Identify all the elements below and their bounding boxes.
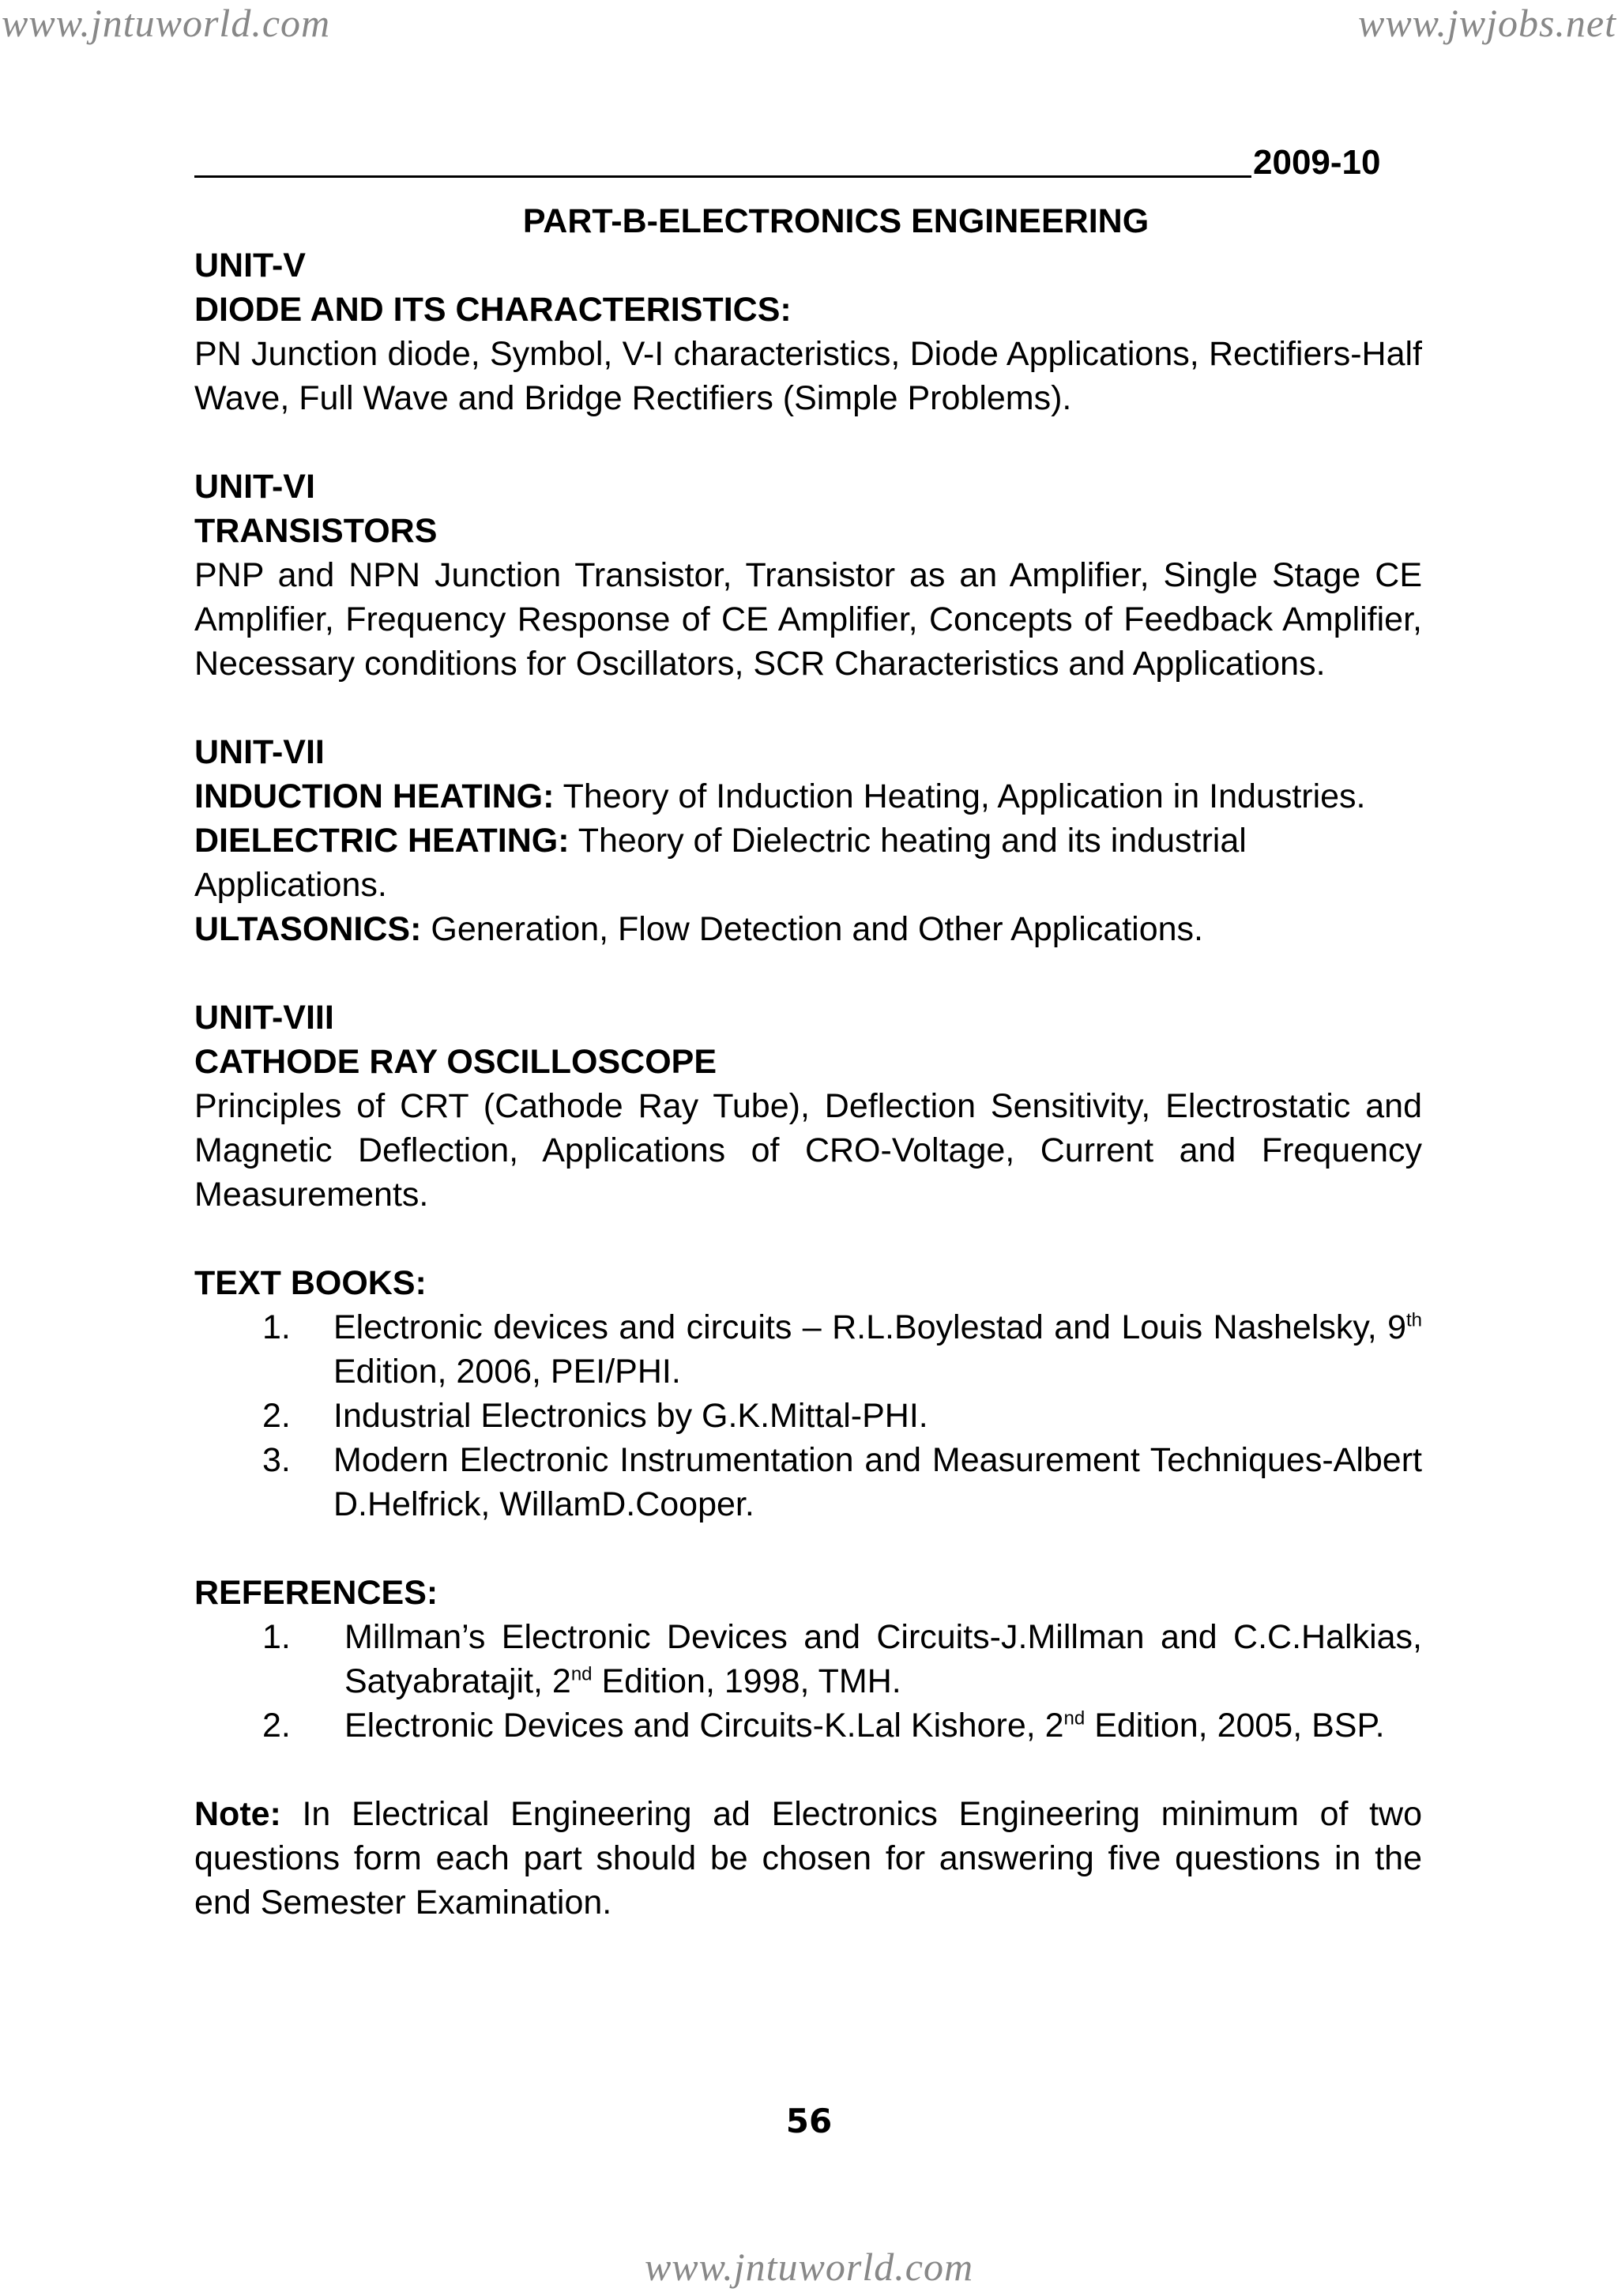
unit-8-heading: CATHODE RAY OSCILLOSCOPE (194, 1043, 717, 1081)
unit-6-section (194, 465, 1422, 686)
ultrasonics-label: ULTASONICS: (194, 910, 422, 948)
superscript: nd (570, 1663, 593, 1685)
unit-5-label: UNIT-V (194, 247, 306, 284)
list-item-number: 1. (262, 1308, 291, 1346)
list-item-number: 2. (262, 1707, 291, 1745)
list-item (194, 1438, 1422, 1526)
list-item-number: 3. (262, 1441, 291, 1479)
list-item-number: 1. (262, 1618, 291, 1656)
list-item (194, 1703, 1422, 1748)
list-item-text: Industrial Electronics by G.K.Mittal-PHI. (333, 1397, 928, 1435)
list-item-text: Edition, 2005, BSP. (1085, 1707, 1385, 1745)
page-title: PART-B-ELECTRONICS ENGINEERING (522, 202, 1150, 240)
references-section (194, 1571, 1422, 1748)
references-list (194, 1615, 1422, 1748)
note-text: In Electrical Engineering ad Electronics Engineering minimum of two questions form each part should be chosen for answering five questions in the end Semester Examination. (194, 1795, 1422, 1921)
unit-5-section (194, 243, 1422, 420)
page-number: 56 (785, 2102, 833, 2140)
references-heading: REFERENCES: (194, 1574, 438, 1612)
list-item-text: Electronic Devices and Circuits-K.Lal Kishore, 2 (344, 1707, 1064, 1745)
list-item (194, 1305, 1422, 1394)
page-header (194, 134, 1422, 185)
unit-6-heading: TRANSISTORS (194, 512, 438, 550)
unit-7-label: UNIT-VII (194, 733, 325, 771)
ultrasonics-line (194, 907, 1422, 951)
page-content (194, 134, 1422, 1925)
header-year: 2009-10 (1253, 143, 1381, 182)
note-paragraph (194, 1792, 1422, 1925)
induction-heating-line (194, 774, 1422, 819)
list-item-text: Millman’s Electronic Devices and Circuits-J.Millman and C.C.Halkias, Satyabratajit, 2 (344, 1618, 1422, 1700)
watermark-top-left: www.jntuworld.com (2, 1, 331, 45)
unit-6-label: UNIT-VI (194, 468, 315, 506)
list-item-text: Modern Electronic Instrumentation and Measurement Techniques-Albert D.Helfrick, WillamD.Cooper. (333, 1441, 1422, 1523)
unit-8-body: Principles of CRT (Cathode Ray Tube), Deflection Sensitivity, Electrostatic and Magnetic Deflection, Applications of CRO-Voltage, Current and Frequency Measurements. (194, 1087, 1422, 1214)
induction-heating-label: INDUCTION HEATING: (194, 777, 555, 815)
superscript: nd (1063, 1707, 1086, 1730)
list-item-number: 2. (262, 1397, 291, 1435)
dielectric-heating-text: Theory of Dielectric heating and its industrial Applications. (194, 822, 1247, 904)
watermark-top-right: www.jwjobs.net (1357, 1, 1616, 45)
unit-5-body: PN Junction diode, Symbol, V-I characteristics, Diode Applications, Rectifiers-Half Wave, Full Wave and Bridge Rectifiers (Simple Problems). (194, 335, 1422, 417)
note-label: Note: (194, 1795, 281, 1833)
list-item-text: Electronic devices and circuits – R.L.Boylestad and Louis Nashelsky, 9 (333, 1308, 1406, 1346)
induction-heating-text: Theory of Induction Heating, Application in Industries. (554, 777, 1366, 815)
list-item (194, 1394, 1422, 1438)
list-item-text: Edition, 2006, PEI/PHI. (333, 1353, 681, 1391)
watermark-bottom: www.jntuworld.com (644, 2245, 974, 2289)
unit-7-section (194, 730, 1422, 951)
dielectric-heating-line (194, 819, 1422, 907)
unit-6-body: PNP and NPN Junction Transistor, Transistor as an Amplifier, Single Stage CE Amplifier, Frequency Response of CE Amplifier, Concepts of Feedback Amplifier, Necessary conditions for Oscillators, SCR Characteristics and Applications. (194, 556, 1422, 683)
superscript: th (1405, 1309, 1422, 1331)
dielectric-heating-label: DIELECTRIC HEATING: (194, 822, 570, 860)
list-item-text: Edition, 1998, TMH. (592, 1662, 901, 1700)
unit-8-label: UNIT-VIII (194, 999, 334, 1037)
text-books-list (194, 1305, 1422, 1526)
ultrasonics-text: Generation, Flow Detection and Other Applications. (421, 910, 1203, 948)
header-rule (194, 175, 1251, 178)
text-books-heading: TEXT BOOKS: (194, 1264, 427, 1302)
unit-8-section (194, 996, 1422, 1217)
text-books-section (194, 1261, 1422, 1526)
list-item (194, 1615, 1422, 1703)
unit-5-heading: DIODE AND ITS CHARACTERISTICS: (194, 291, 792, 329)
